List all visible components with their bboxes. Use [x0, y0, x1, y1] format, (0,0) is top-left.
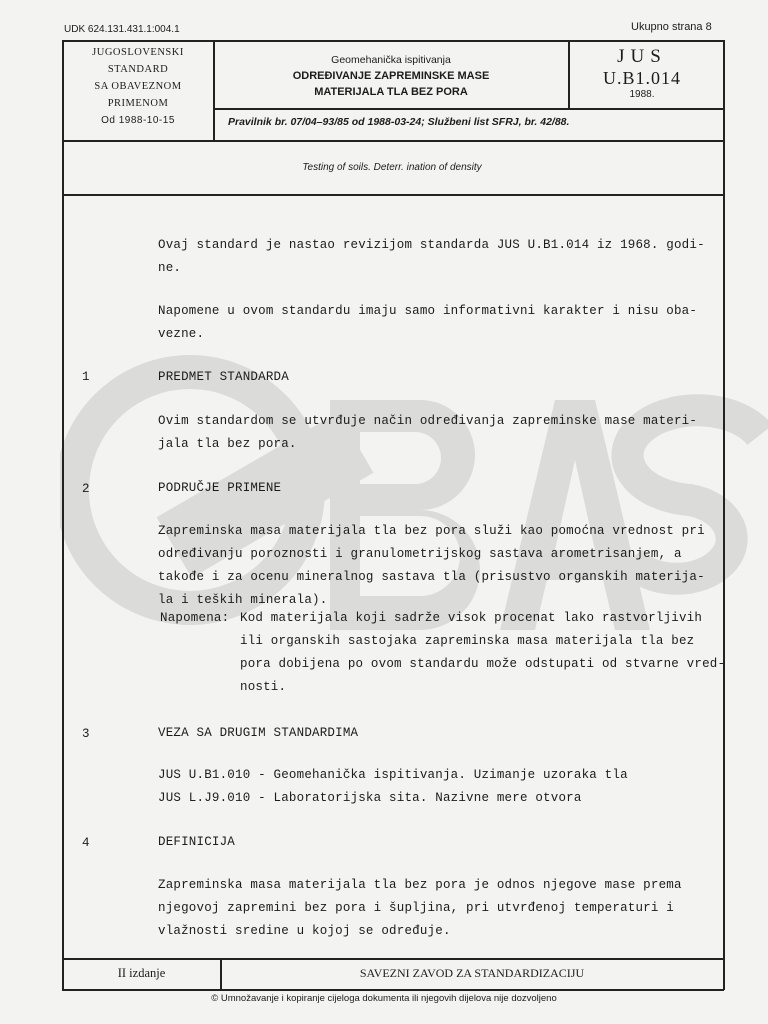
document-title-line-2: MATERIJALA TLA BEZ PORA: [314, 86, 468, 98]
section-1-line1: Ovim standardom se utvrđuje način određivanja zapreminske mase materi-: [158, 414, 698, 428]
section-2-line1: Zapreminska masa materijala tla bez pora služi kao pomoćna vrednost pri: [158, 524, 705, 538]
standard-line-1: JUGOSLOVENSKI: [92, 47, 184, 58]
reference-1: JUS U.B1.010 - Geomehanička ispitivanja. Uzimanje uzoraka tla: [158, 768, 628, 782]
english-title: Testing of soils. Deterr. ination of density: [302, 162, 482, 173]
standard-type-block: [64, 44, 212, 129]
total-pages: Ukupno strana 8: [631, 21, 712, 33]
section-1-line2: jala tla bez pora.: [158, 437, 297, 451]
standard-year: 1988.: [629, 89, 655, 100]
note-line4: nosti.: [240, 680, 287, 694]
section-4-line1: Zapreminska masa materijala tla bez pora je odnos njegove mase prema: [158, 878, 682, 892]
section-4-line2: njegovoj zapremini bez pora i šupljina, pri utvrđenoj temperaturi i: [158, 901, 674, 915]
intro-p2-line1: Napomene u ovom standardu imaju samo informativni karakter i nisu oba-: [158, 304, 698, 318]
section-4-title: DEFINICIJA: [158, 835, 236, 849]
section-2-line4: la i teških minerala).: [158, 593, 328, 607]
standard-effective-date: Od 1988-10-15: [101, 115, 175, 126]
footer-bottom-line: [62, 989, 724, 991]
frame-right-line: [723, 40, 725, 990]
institution-name: SAVEZNI ZAVOD ZA STANDARDIZACIJU: [359, 966, 585, 980]
section-4-text: [158, 874, 713, 943]
section-4-number: 4: [82, 836, 90, 850]
reference-2: JUS L.J9.010 - Laboratorijska sita. Nazivne mere otvora: [158, 791, 582, 805]
standard-line-4: PRIMENOM: [107, 98, 169, 109]
section-2-note: [240, 607, 726, 699]
document-title-line-1: ODREĐIVANJE ZAPREMINSKE MASE: [292, 70, 490, 82]
document-title-block: [214, 52, 568, 100]
regulation-reference: Pravilnik br. 07/04–93/85 od 1988-03-24; Službeni list SFRJ, br. 42/88.: [228, 116, 570, 128]
section-1-title: PREDMET STANDARDA: [158, 370, 289, 384]
jus-code-block: [570, 46, 714, 102]
copyright-notice: © Umnožavanje i kopiranje cijeloga dokumenta ili njegovih dijelova nije dozvoljeno: [211, 993, 557, 1004]
intro-p1-line1: Ovaj standard je nastao revizijom standarda JUS U.B1.014 iz 1968. godi-: [158, 238, 705, 252]
standard-line-3: SA OBAVEZNOM: [94, 81, 182, 92]
section-2-line3: takođe i za ocenu mineralnog sastava tla (prisustvo organskih materija-: [158, 570, 705, 584]
edition-label: II izdanje: [117, 966, 166, 980]
section-2-number: 2: [82, 482, 90, 496]
note-line3: pora dobijena po ovom standardu može odstupati od stvarne vred-: [240, 657, 726, 671]
standard-line-2: STANDARD: [107, 64, 169, 75]
intro-p1-line2: ne.: [158, 261, 182, 275]
section-3-refs: [158, 764, 713, 810]
intro-paragraph-1: [158, 234, 713, 280]
note-line2: ili organskih sastojaka zapreminska masa materijala tla bez: [240, 634, 695, 648]
english-title-bottom-line: [62, 194, 724, 196]
section-4-line3: vlažnosti sredine u kojoj se određuje.: [158, 924, 451, 938]
frame-top-line: [62, 40, 724, 42]
section-2-text: [158, 520, 713, 612]
section-3-number: 3: [82, 727, 90, 741]
section-2-line2: određivanju poroznosti i granulometrijskog sastava arometrisanjem, a: [158, 547, 682, 561]
note-label: Napomena:: [160, 611, 230, 625]
header-bottom-line: [62, 140, 724, 142]
section-3-title: VEZA SA DRUGIM STANDARDIMA: [158, 726, 359, 740]
section-1-number: 1: [82, 370, 90, 384]
note-line1: Kod materijala koji sadrže visok procenat lako rastvorljivih: [240, 611, 703, 625]
footer-top-line: [62, 958, 724, 960]
section-1-text: [158, 410, 713, 456]
udk-code: UDK 624.131.431.1:004.1: [64, 24, 180, 35]
frame-left-line: [62, 40, 64, 990]
intro-paragraph-2: [158, 300, 713, 346]
document-subtitle: Geomehanička ispitivanja: [331, 54, 451, 66]
section-2-title: PODRUČJE PRIMENE: [158, 481, 282, 495]
header-divider-line: [214, 108, 724, 110]
jus-label: JUS: [617, 46, 667, 67]
standard-code: U.B1.014: [602, 68, 681, 88]
intro-p2-line2: vezne.: [158, 327, 205, 341]
